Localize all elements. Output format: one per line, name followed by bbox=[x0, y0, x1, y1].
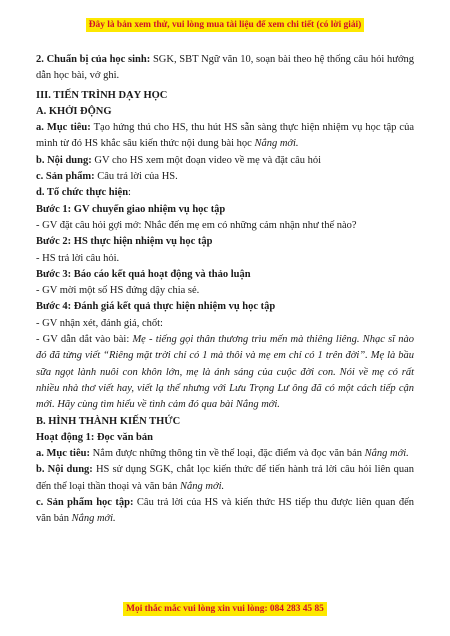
activity-product-label: c. Sản phẩm học tập: bbox=[36, 497, 134, 509]
step-1-heading bbox=[36, 202, 414, 218]
step-2-heading bbox=[36, 234, 414, 250]
header-banner bbox=[0, 20, 450, 37]
section-heading-3 bbox=[36, 88, 414, 104]
paragraph-lead-in bbox=[36, 332, 414, 413]
activity-content bbox=[36, 462, 414, 495]
footer-banner-text: Mọi thắc mắc vui lòng xin vui lòng: 084 283 45 85 bbox=[123, 602, 327, 616]
paragraph-content bbox=[36, 153, 414, 169]
product-text: Câu trả lời của HS. bbox=[94, 171, 178, 183]
step-3-heading bbox=[36, 267, 414, 283]
organization-label: d. Tổ chức thực hiện bbox=[36, 187, 129, 199]
section-heading-a-text: A. KHỞI ĐỘNG bbox=[36, 105, 112, 117]
activity-1-heading bbox=[36, 430, 414, 446]
paragraph-organization bbox=[36, 185, 414, 201]
section-heading-b-text: B. HÌNH THÀNH KIẾN THỨC bbox=[36, 415, 181, 427]
activity-objective-title: Nắng mới. bbox=[364, 448, 409, 460]
step-1-detail: - GV đặt câu hỏi gợi mở: Nhắc đến mẹ em có những cảm nhận như thế nào? bbox=[36, 219, 357, 231]
step-3-text: Bước 3: Báo cáo kết quả hoạt động và thảo luận bbox=[36, 268, 251, 280]
paragraph-objective bbox=[36, 120, 414, 153]
paragraph-student-prep bbox=[36, 52, 414, 85]
content-label: b. Nội dung: bbox=[36, 154, 92, 166]
student-prep-text: SGK, SBT Ngữ văn 10, soạn bài theo hệ thống câu hỏi hướng dẫn học bài, vở ghi. bbox=[36, 54, 415, 82]
product-label: c. Sản phẩm: bbox=[36, 171, 95, 183]
section-heading-b bbox=[36, 414, 414, 430]
activity-1-text: Hoạt động 1: Đọc văn bản bbox=[36, 431, 153, 443]
activity-content-title: Nắng mới. bbox=[180, 480, 225, 492]
student-prep-label: 2. Chuẩn bị của học sinh: bbox=[36, 54, 151, 65]
activity-objective bbox=[36, 446, 414, 462]
lead-in-quote: Mẹ - tiếng gọi thân thương trìu mến mà thiêng liêng. Nhạc sĩ nào đó đã từng viết “Riêng mặt trời chỉ có 1 mà thôi và mẹ em chỉ có 1 trên đời”. Mẹ là bầu sữa ngọt lành nuôi con khôn lớn, mẹ là ánh sáng của cuộc đời con. Nói về mẹ có rất nhiều nhà thơ viết hay, viết lạ thể nhưng với Lưu Trọng Lư ông đã có một cách tiếp cận mới. Hãy cùng tìm hiểu về tình cảm đó qua bài Nắng mới. bbox=[36, 334, 414, 411]
activity-content-text: HS sử dụng SGK, chắt lọc kiến thức để tiến hành trả lời câu hỏi liên quan đến thể loại thần thoại và văn bản bbox=[36, 464, 414, 492]
step-3-detail: - GV mời một số HS đứng dậy chia sẻ. bbox=[36, 285, 200, 297]
step-4-detail: - GV nhận xét, đánh giá, chốt: bbox=[36, 317, 163, 329]
section-heading-3-text: III. TIẾN TRÌNH DẠY HỌC bbox=[36, 89, 168, 101]
activity-content-label: b. Nội dung: bbox=[36, 464, 93, 476]
activity-objective-label: a. Mục tiêu: bbox=[36, 448, 90, 460]
lead-in-prefix: - GV dẫn dắt vào bài: bbox=[36, 334, 133, 346]
activity-product-text: Câu trả lời của HS và kiến thức HS tiếp thu được liên quan đến văn bản bbox=[36, 497, 414, 525]
section-heading-a bbox=[36, 104, 414, 120]
paragraph-product bbox=[36, 169, 414, 185]
footer-banner bbox=[0, 604, 450, 614]
activity-product-title: Nắng mới. bbox=[71, 513, 116, 525]
activity-product bbox=[36, 495, 414, 528]
organization-colon: : bbox=[128, 187, 131, 199]
objective-label: a. Mục tiêu: bbox=[36, 122, 91, 134]
step-4-text: Bước 4: Đánh giá kết quả thực hiện nhiệm vụ học tập bbox=[36, 301, 276, 313]
step-1-label: Bước 1 bbox=[36, 203, 68, 215]
objective-title: Nắng mới. bbox=[254, 138, 299, 150]
step-2-detail: - HS trả lời câu hỏi. bbox=[36, 252, 120, 264]
step-1-text: : GV chuyển giao nhiệm vụ học tập bbox=[67, 203, 226, 215]
step-4-heading bbox=[36, 299, 414, 315]
document-body bbox=[36, 52, 414, 528]
objective-text: Tạo hứng thú cho HS, thu hút HS sẵn sàng thực hiện nhiệm vụ học tập của mình từ đó HS khắc sâu kiến thức nội dung bài học bbox=[36, 122, 414, 150]
activity-objective-text: Nắm được những thông tin về thể loại, đặc điểm và đọc văn bản bbox=[89, 448, 365, 460]
content-text: GV cho HS xem một đoạn video về mẹ và đặt câu hỏi bbox=[91, 154, 322, 166]
step-2-text: Bước 2: HS thực hiện nhiệm vụ học tập bbox=[36, 236, 213, 248]
header-banner-text: Đây là bản xem thử, vui lòng mua tài liệu để xem chi tiết (có lời giải) bbox=[86, 18, 365, 32]
